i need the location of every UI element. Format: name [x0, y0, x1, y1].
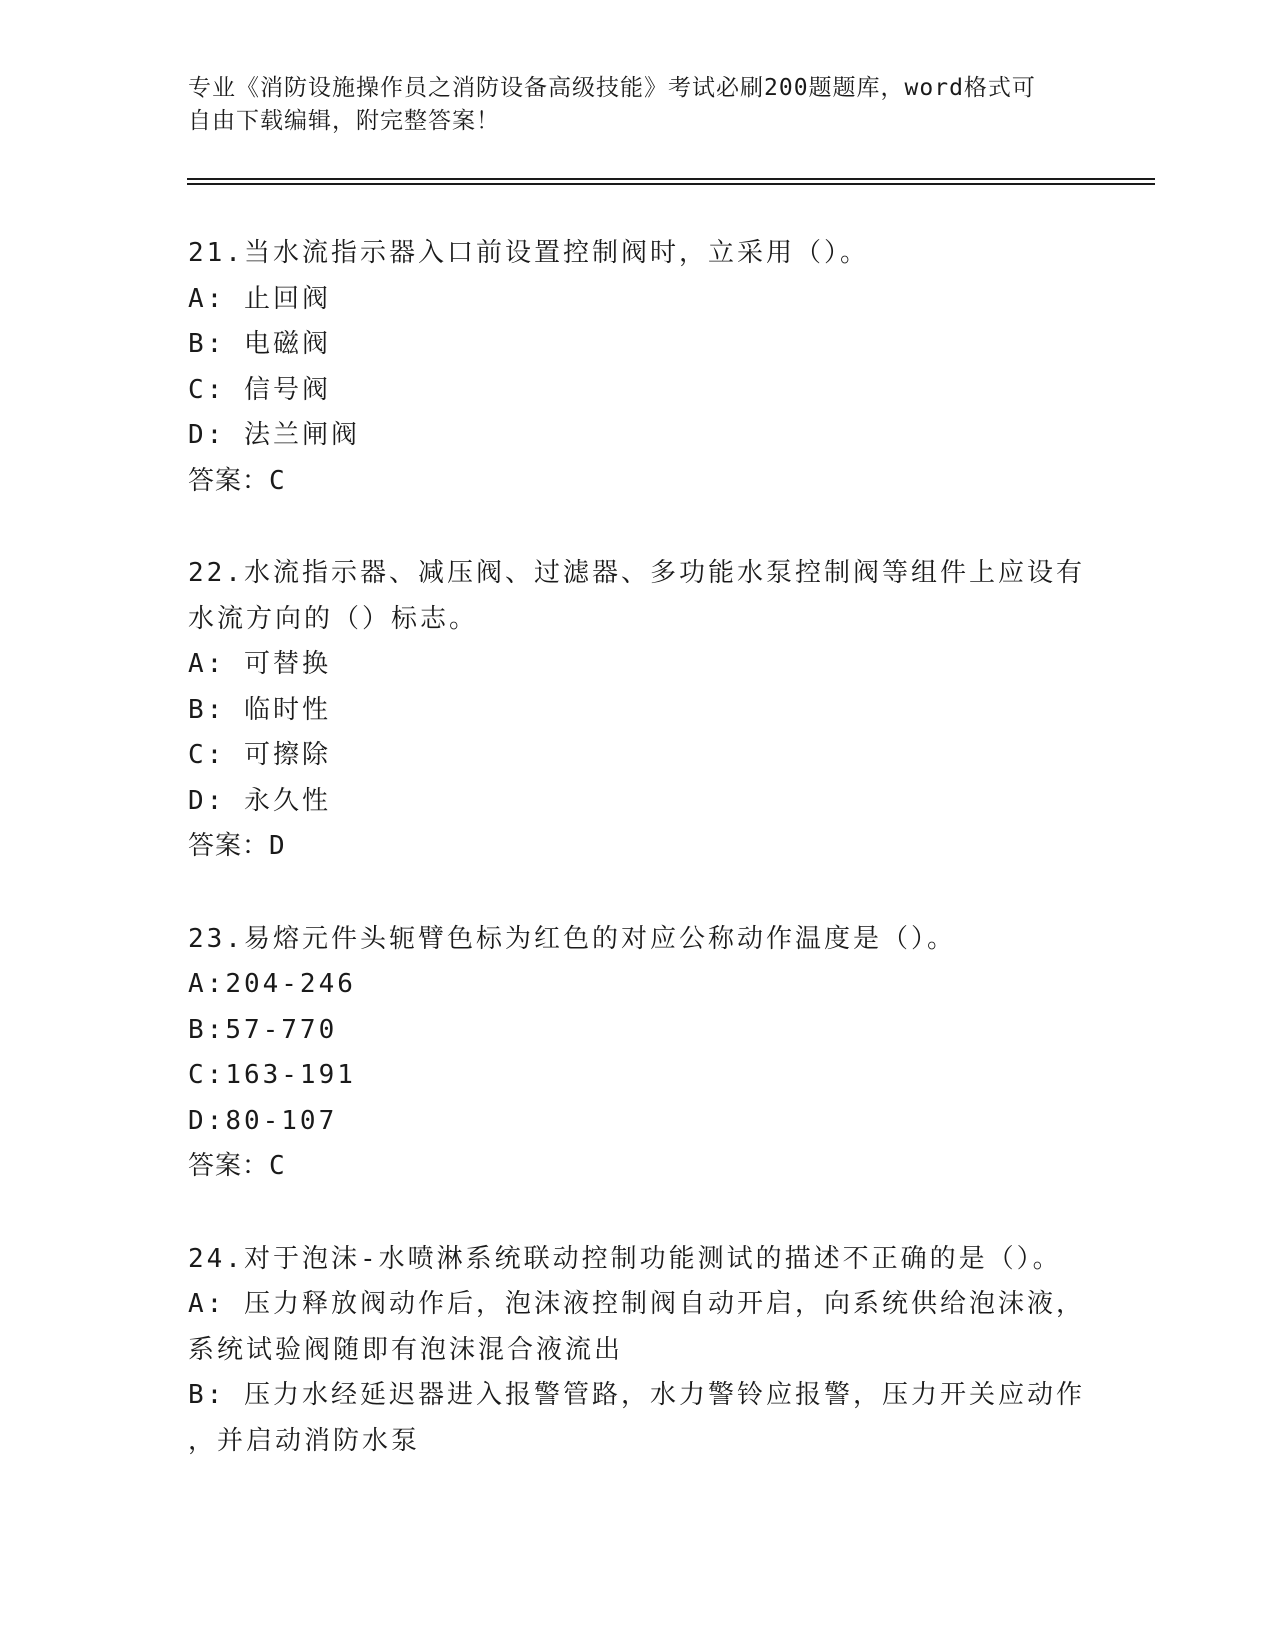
option-label: A:	[188, 969, 226, 999]
question-block	[188, 231, 1088, 504]
option-label: B:	[188, 1014, 226, 1045]
question-option	[188, 322, 1088, 368]
option-text: 可替换	[225, 649, 331, 679]
option-text: 可擦除	[225, 740, 331, 770]
question-option	[188, 1282, 1088, 1328]
option-label: B:	[188, 694, 226, 725]
option-text: 临时性	[225, 694, 331, 725]
option-text: 信号阀	[225, 374, 331, 405]
option-text: ，并启动消防水泵	[188, 1425, 421, 1456]
option-text: 系统试验阀随即有泡沫混合液流出	[188, 1334, 624, 1365]
option-text: 止回阀	[225, 283, 331, 314]
question-option	[188, 1008, 1088, 1054]
question-option	[188, 779, 1088, 825]
option-text: 永久性	[225, 785, 331, 816]
question-block	[188, 1237, 1088, 1465]
answer-line: 答案：C	[188, 465, 286, 496]
option-label: A:	[188, 283, 226, 314]
question-option	[188, 1053, 1088, 1099]
question-block	[188, 551, 1088, 870]
question-option	[188, 368, 1088, 414]
document-header	[188, 72, 1068, 138]
option-text: 57-770	[225, 1014, 338, 1045]
header-divider-top	[187, 178, 1155, 180]
question-text: 22.水流指示器、减压阀、过滤器、多功能水泵控制阀等组件上应设有	[188, 558, 1085, 588]
question-block	[188, 917, 1088, 1190]
option-label: A:	[188, 1289, 226, 1319]
answer-line: 答案：D	[188, 831, 286, 861]
question-list	[188, 231, 1088, 1511]
question-text: 23.易熔元件头轭臂色标为红色的对应公称动作温度是（）。	[188, 923, 956, 954]
question-option	[188, 1328, 1088, 1374]
question-option	[188, 277, 1088, 323]
question-option	[188, 733, 1088, 779]
question-text: 水流方向的（）标志。	[188, 603, 479, 634]
option-label: A:	[188, 649, 226, 679]
option-text: 204-246	[225, 969, 356, 999]
question-option	[188, 642, 1088, 688]
option-label: C:	[188, 740, 226, 770]
option-label: D:	[188, 420, 226, 450]
question-option	[188, 1419, 1088, 1465]
option-label: C:	[188, 374, 226, 405]
option-text: 163-191	[225, 1060, 356, 1090]
option-label: B:	[188, 329, 226, 359]
option-label: D:	[188, 785, 226, 816]
header-line-1: 专业《消防设施操作员之消防设备高级技能》考试必刷200题题库，word格式可	[188, 75, 1036, 101]
header-divider-bottom	[187, 183, 1155, 185]
question-option	[188, 1099, 1088, 1145]
question-text: 24.对于泡沫-水喷淋系统联动控制功能测试的描述不正确的是（）。	[188, 1243, 1062, 1274]
header-line-2: 自由下载编辑，附完整答案！	[188, 108, 500, 134]
question-option	[188, 688, 1088, 734]
option-label: D:	[188, 1105, 226, 1136]
answer-line: 答案：C	[188, 1151, 286, 1181]
question-text: 21.当水流指示器入口前设置控制阀时，立采用（）。	[188, 238, 869, 268]
question-option	[188, 1373, 1088, 1419]
option-text: 压力释放阀动作后，泡沫液控制阀自动开启，向系统供给泡沫液，	[225, 1289, 1085, 1319]
option-text: 法兰闸阀	[225, 420, 360, 450]
question-option	[188, 413, 1088, 459]
option-text: 压力水经延迟器进入报警管路，水力警铃应报警，压力开关应动作	[225, 1380, 1085, 1410]
option-text: 80-107	[225, 1105, 338, 1136]
question-option	[188, 962, 1088, 1008]
option-label: B:	[188, 1380, 226, 1410]
option-text: 电磁阀	[225, 329, 331, 359]
option-label: C:	[188, 1060, 226, 1090]
